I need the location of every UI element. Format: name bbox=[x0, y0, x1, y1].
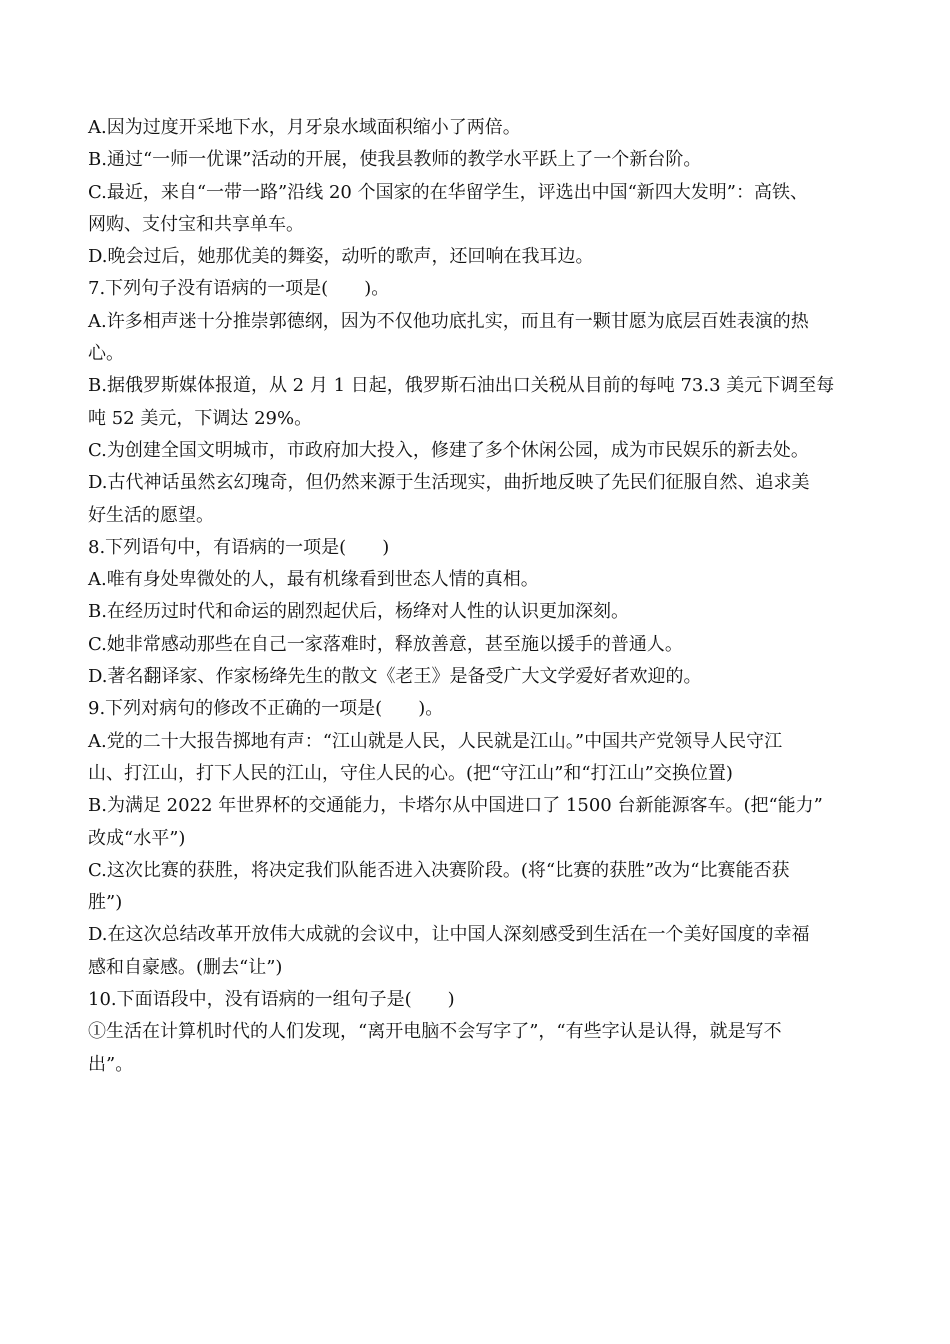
text-line: B.通过“一师一优课”活动的开展，使我县教师的教学水平跃上了一个新台阶。 bbox=[88, 149, 702, 171]
question-heading: 10.下面语段中，没有语病的一组句子是( ) bbox=[88, 989, 455, 1011]
text-line: D.晚会过后，她那优美的舞姿，动听的歌声，还回响在我耳边。 bbox=[88, 246, 594, 268]
text-line: A.许多相声迷十分推崇郭德纲，因为不仅他功底扎实，而且有一颗甘愿为底层百姓表演的热 bbox=[88, 310, 809, 332]
text-line: B.在经历过时代和命运的剧烈起伏后，杨绛对人性的认识更加深刻。 bbox=[88, 601, 629, 623]
text-line: C.为创建全国文明城市，市政府加大投入，修建了多个休闲公园，成为市民娱乐的新去处。 bbox=[88, 439, 809, 461]
text-line: 心。 bbox=[88, 343, 124, 365]
text-line: 山、打江山，打下人民的江山，守住人民的心。(把“守江山”和“打江山”交换位置) bbox=[88, 762, 733, 784]
text-line: 吨 52 美元，下调达 29%。 bbox=[88, 407, 313, 429]
text-line: 出”。 bbox=[88, 1053, 134, 1075]
text-line: 改成“水平”) bbox=[88, 827, 186, 849]
text-line: ①生活在计算机时代的人们发现，“离开电脑不会写字了”，“有些字认是认得，就是写不 bbox=[88, 1021, 782, 1043]
text-line: C.这次比赛的获胜，将决定我们队能否进入决赛阶段。(将“比赛的获胜”改为“比赛能否获 bbox=[88, 859, 790, 881]
text-line: D.在这次总结改革开放伟大成就的会议中，让中国人深刻感受到生活在一个美好国度的幸福 bbox=[88, 924, 810, 946]
text-line: A.党的二十大报告掷地有声：“江山就是人民，人民就是江山。”中国共产党领导人民守江 bbox=[88, 730, 783, 752]
text-line: C.她非常感动那些在自己一家落难时，释放善意，甚至施以援手的普通人。 bbox=[88, 633, 683, 655]
text-line: B.为满足 2022 年世界杯的交通能力，卡塔尔从中国进口了 1500 台新能源客车。(把“能力” bbox=[88, 795, 823, 817]
text-line: B.据俄罗斯媒体报道，从 2 月 1 日起，俄罗斯石油出口关税从目前的每吨 73.3 美元下调至每 bbox=[88, 375, 835, 397]
text-line: A.唯有身处卑微处的人，最有机缘看到世态人情的真相。 bbox=[88, 569, 539, 591]
question-heading: 8.下列语句中，有语病的一项是( ) bbox=[88, 536, 390, 558]
question-heading: 7.下列句子没有语病的一项是( )。 bbox=[88, 278, 390, 300]
text-line: 感和自豪感。(删去“让”) bbox=[88, 956, 283, 978]
text-line: 网购、支付宝和共享单车。 bbox=[88, 213, 304, 235]
text-line: D.著名翻译家、作家杨绛先生的散文《老王》是备受广大文学爱好者欢迎的。 bbox=[88, 666, 702, 688]
text-line: A.因为过度开采地下水，月牙泉水域面积缩小了两倍。 bbox=[88, 117, 521, 138]
text-line: 胜”) bbox=[88, 892, 123, 914]
text-line: 好生活的愿望。 bbox=[88, 504, 214, 526]
text-line: C.最近，来自“一带一路”沿线 20 个国家的在华留学生，评选出中国“新四大发明”：高铁、 bbox=[88, 181, 809, 203]
question-heading: 9.下列对病句的修改不正确的一项是( )。 bbox=[88, 698, 444, 720]
text-line: D.古代神话虽然玄幻瑰奇，但仍然来源于生活现实，曲折地反映了先民们征服自然、追求美 bbox=[88, 472, 810, 494]
document-body bbox=[88, 112, 863, 1081]
